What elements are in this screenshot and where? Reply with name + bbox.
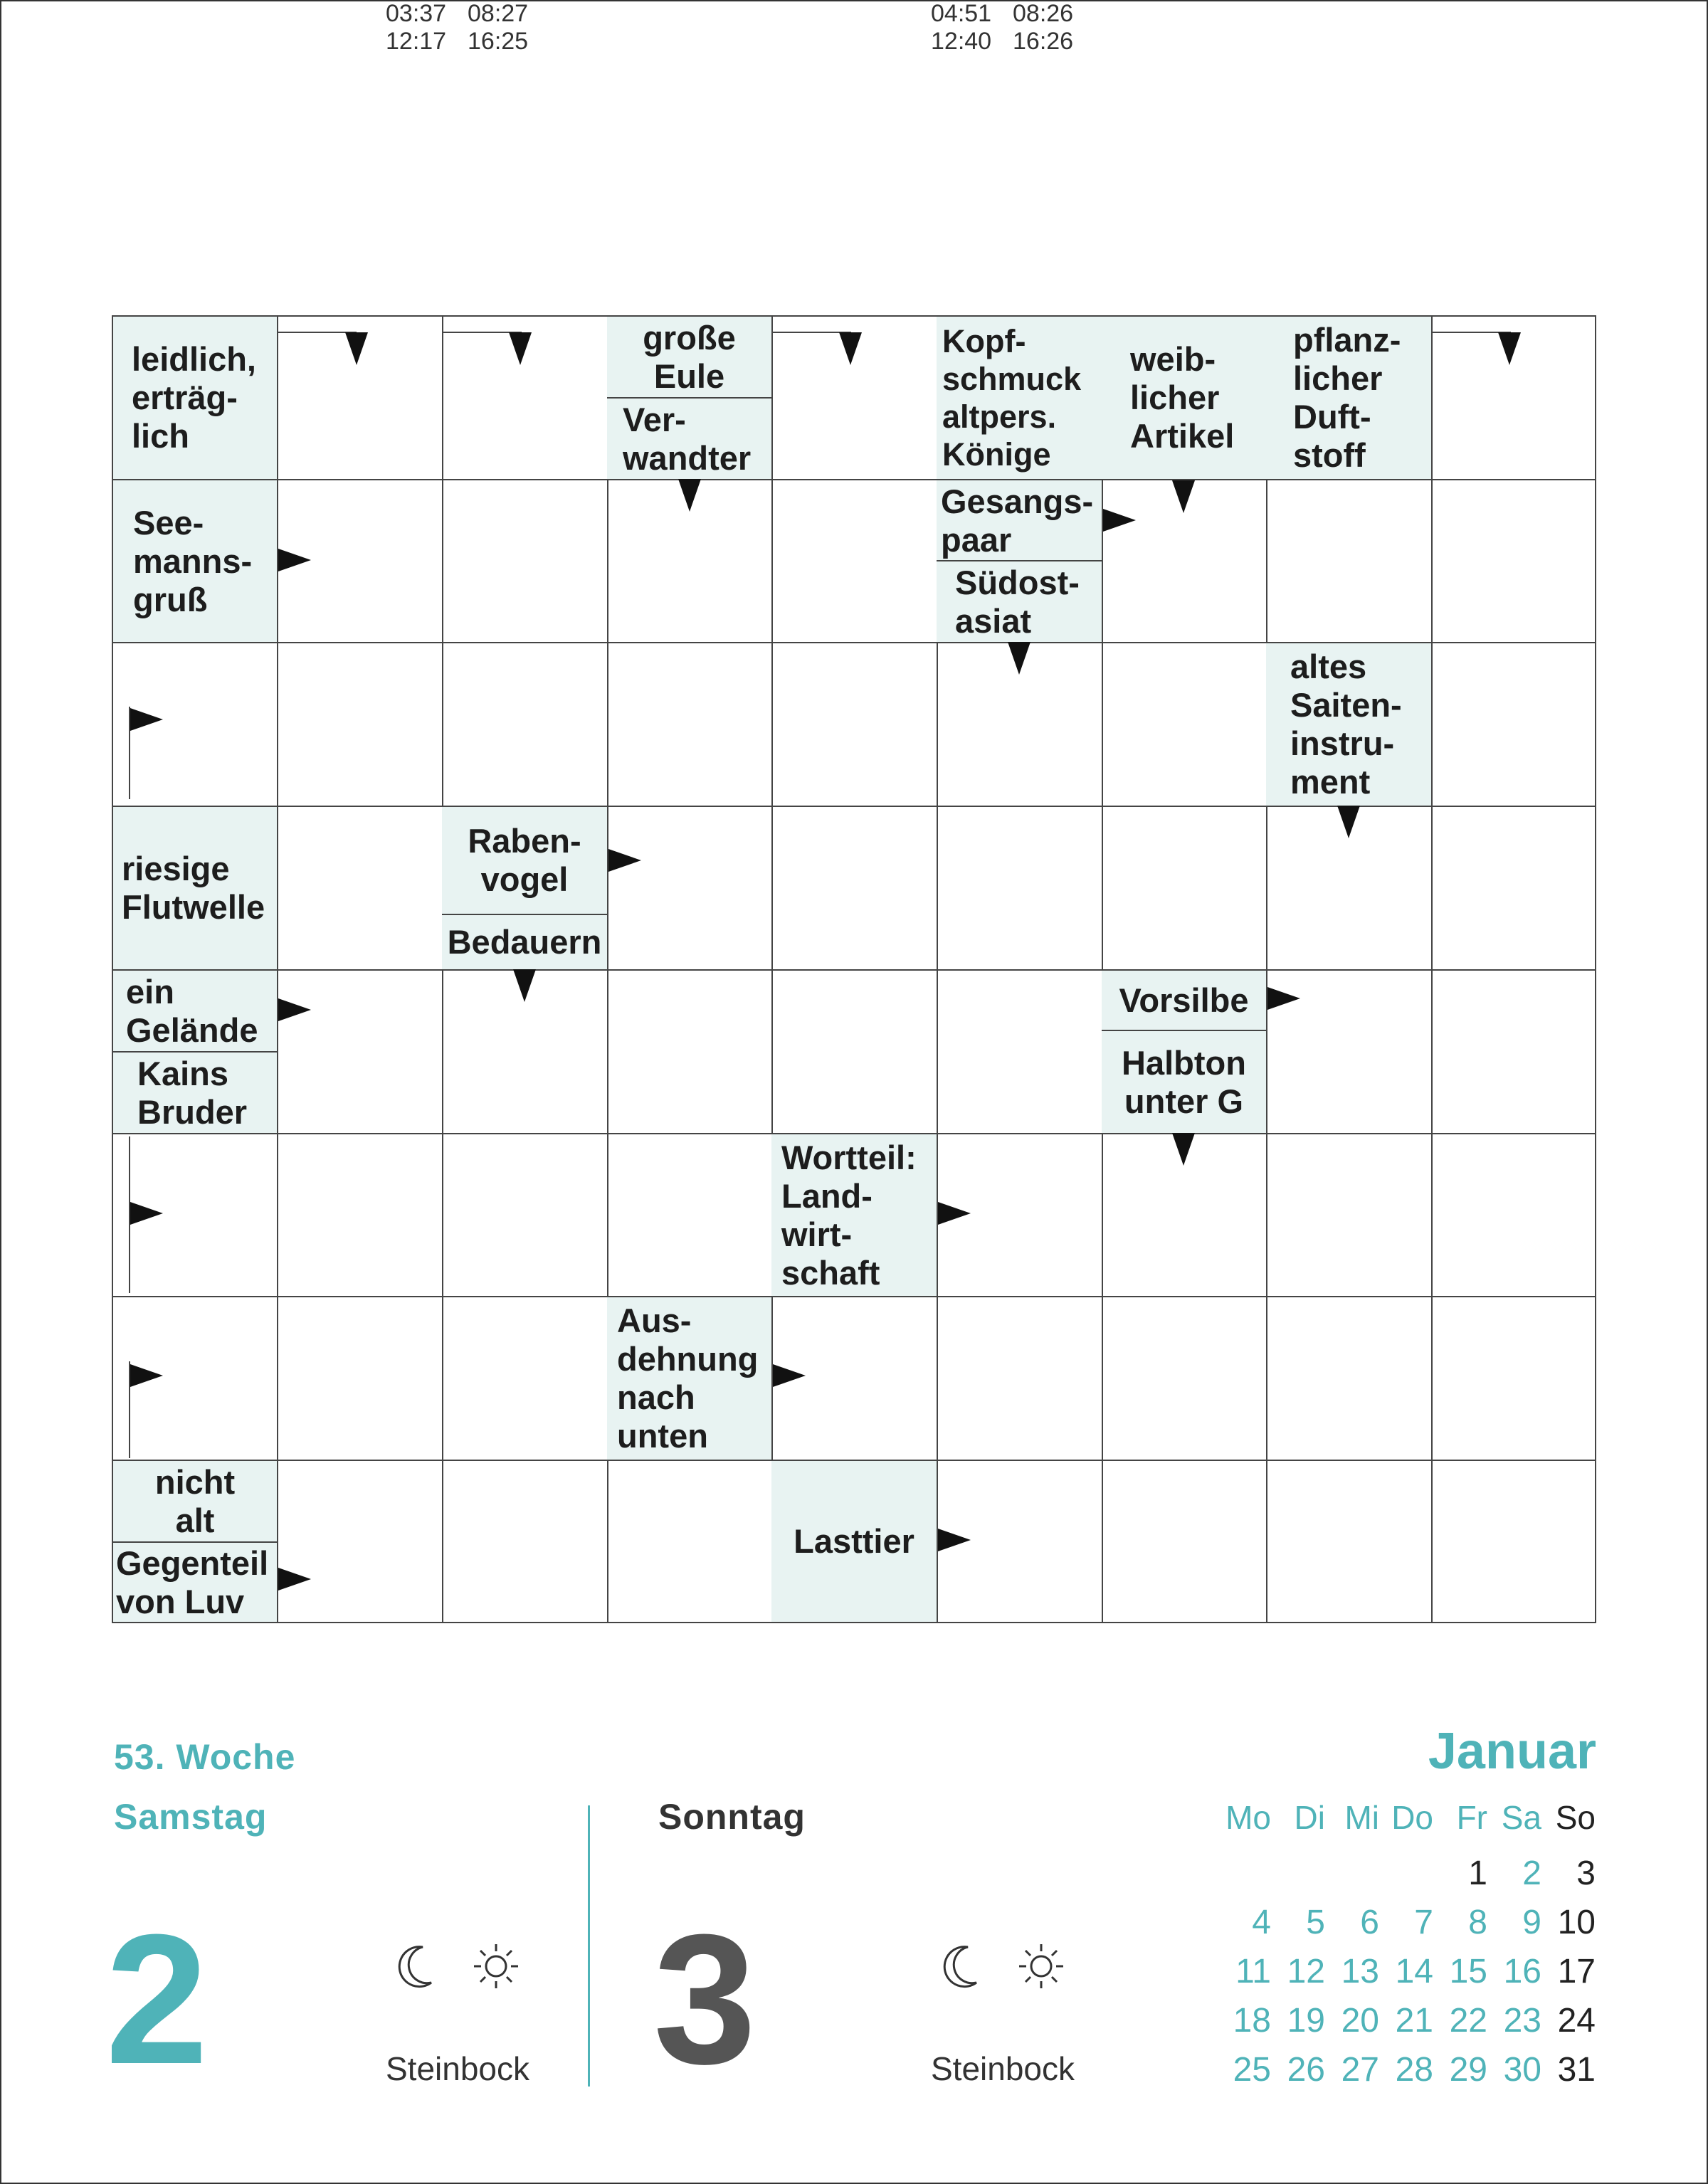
arrow-down-icon: [1498, 332, 1521, 365]
week-label: 53. Woche: [114, 1737, 296, 1777]
arrow-down-icon: [1008, 642, 1030, 675]
clue-cell: leidlich, erträg- lich: [113, 317, 277, 479]
grid-line: [113, 806, 1595, 807]
clue-cell: Wortteil: Land- wirt- schaft: [771, 1134, 937, 1296]
calendar-weekday: Mo: [1225, 1799, 1271, 1836]
moon-icon: [941, 1944, 984, 1988]
calendar-week-row: [1210, 1899, 1598, 1947]
clue-cell: Vorsilbe: [1102, 971, 1266, 1030]
calendar-weekday: Di: [1294, 1799, 1325, 1836]
arrow-down-icon: [1172, 1133, 1195, 1166]
zodiac-sign-saturday: Steinbock: [386, 2050, 530, 2087]
arrow-down-icon: [1172, 480, 1195, 513]
calendar-week-row: [1210, 2046, 1598, 2094]
clue-cell: Kains Bruder: [113, 1053, 277, 1133]
calendar-day: 8: [1468, 1904, 1487, 1941]
moon-rise: 04:51: [931, 0, 992, 27]
calendar-weekday: Mi: [1344, 1799, 1379, 1836]
arrow-down-icon: [345, 332, 368, 365]
calendar-day: 25: [1233, 2051, 1271, 2089]
arrow-right-icon: [278, 549, 311, 571]
arrow-down-icon: [509, 332, 532, 365]
sun-set: 16:26: [1013, 28, 1074, 55]
day-name-sunday: Sonntag: [658, 1797, 806, 1837]
clue-cell: riesige Flutwelle: [113, 807, 277, 969]
calendar-day: 16: [1503, 1953, 1541, 1990]
sun-times-saturday: [468, 0, 624, 56]
calendar-weekday: So: [1555, 1799, 1596, 1836]
calendar-day: 11: [1235, 1953, 1271, 1990]
calendar-week-row: [1210, 1948, 1598, 1996]
calendar-week-row: [1210, 1850, 1598, 1898]
moon-icon: [396, 1944, 438, 1988]
clue-cell: ein Gelände: [113, 971, 277, 1051]
calendar-day: 3: [1576, 1855, 1596, 1892]
arrow-down-icon: [1337, 806, 1360, 838]
calendar-day: 23: [1503, 2002, 1541, 2040]
sun-icon: [1018, 1943, 1065, 1990]
clue-cell: altes Saiten- instru- ment: [1266, 643, 1431, 806]
clue-cell: Lasttier: [771, 1461, 937, 1622]
arrow-right-icon: [130, 1202, 163, 1225]
day-number-sunday: 3: [653, 1897, 757, 2103]
calendar-day: 21: [1395, 2002, 1433, 2040]
calendar-day: 17: [1557, 1953, 1596, 1990]
arrow-right-icon: [938, 1202, 971, 1225]
clue-cell: große Eule: [607, 317, 771, 398]
calendar-weekday: Sa: [1501, 1799, 1541, 1836]
calendar-day: 14: [1395, 1953, 1433, 1990]
sun-set: 16:25: [468, 28, 529, 55]
clue-cell: Bedauern: [442, 915, 607, 969]
clue-cell: Kopf- schmuck altpers. Könige: [937, 317, 1102, 479]
grid-line: [113, 479, 1595, 480]
calendar-day: 2: [1522, 1855, 1541, 1892]
calendar-day: 27: [1341, 2051, 1379, 2089]
arrow-right-icon: [1103, 509, 1136, 532]
day-divider: [588, 1805, 590, 2087]
arrow-right-icon: [278, 1568, 311, 1590]
calendar-day: 15: [1449, 1953, 1487, 1990]
calendar-day: 9: [1522, 1904, 1541, 1941]
calendar-day: 31: [1557, 2051, 1596, 2089]
calendar-day: 26: [1287, 2051, 1325, 2089]
calendar-day: 24: [1557, 2002, 1596, 2040]
calendar-day: 28: [1395, 2051, 1433, 2089]
calendar-day: 12: [1287, 1953, 1325, 1990]
calendar-day: 13: [1341, 1953, 1379, 1990]
arrow-right-icon: [130, 708, 163, 731]
calendar-day: 10: [1557, 1904, 1596, 1941]
sun-rise: 08:27: [468, 0, 529, 27]
calendar-day: 7: [1414, 1904, 1433, 1941]
calendar-day: 22: [1449, 2002, 1487, 2040]
calendar-day: 4: [1252, 1904, 1271, 1941]
calendar-day: 18: [1233, 2002, 1271, 2040]
sun-times-sunday: [1013, 0, 1169, 56]
arrow-right-icon: [773, 1364, 806, 1387]
arrow-right-icon: [278, 998, 311, 1021]
day-number-saturday: 2: [105, 1897, 209, 2103]
clue-cell: nicht alt: [113, 1461, 277, 1541]
month-title: Januar: [1428, 1723, 1596, 1780]
grid-line: [113, 969, 1595, 971]
clue-cell: weib- licher Artikel: [1102, 317, 1266, 479]
calendar-day: 5: [1306, 1904, 1325, 1941]
arrow-right-icon: [938, 1529, 971, 1551]
clue-cell: Ver- wandter: [607, 399, 771, 479]
arrow-right-icon: [608, 849, 641, 872]
calendar-day: 20: [1341, 2002, 1379, 2040]
clue-cell: Südost- asiat: [937, 561, 1102, 642]
calendar-day: 29: [1449, 2051, 1487, 2089]
moon-set: 12:40: [931, 28, 992, 55]
calendar-day: 19: [1287, 2002, 1325, 2040]
crossword-grid: [112, 315, 1596, 1623]
arrow-down-icon: [513, 969, 536, 1002]
calendar-day: 30: [1503, 2051, 1541, 2089]
moon-rise: 03:37: [386, 0, 447, 27]
sun-rise: 08:26: [1013, 0, 1074, 27]
calendar-weekday-row: [1210, 1793, 1598, 1842]
arrow-down-icon: [839, 332, 862, 365]
zodiac-sign-sunday: Steinbock: [931, 2050, 1075, 2087]
moon-set: 12:17: [386, 28, 447, 55]
day-name-saturday: Samstag: [114, 1797, 268, 1837]
clue-cell: Gesangs- paar: [937, 480, 1102, 561]
arrow-down-icon: [678, 479, 701, 512]
clue-cell: Gegenteil von Luv: [113, 1543, 277, 1622]
arrow-right-icon: [1267, 987, 1300, 1010]
calendar-day: 6: [1360, 1904, 1379, 1941]
clue-cell: Halbton unter G: [1102, 1031, 1266, 1133]
clue-cell: See- manns- gruß: [113, 480, 277, 642]
arrow-right-icon: [130, 1364, 163, 1387]
calendar-week-row: [1210, 1997, 1598, 2045]
clue-cell: pflanz- licher Duft- stoff: [1266, 317, 1431, 479]
grid-line: [113, 1296, 1595, 1297]
sun-icon: [473, 1943, 520, 1990]
calendar-day: 1: [1468, 1855, 1487, 1892]
clue-cell: Aus- dehnung nach unten: [607, 1297, 771, 1460]
calendar-weekday: Fr: [1456, 1799, 1487, 1836]
clue-cell: Raben- vogel: [442, 807, 607, 914]
calendar-weekday: Do: [1391, 1799, 1433, 1836]
